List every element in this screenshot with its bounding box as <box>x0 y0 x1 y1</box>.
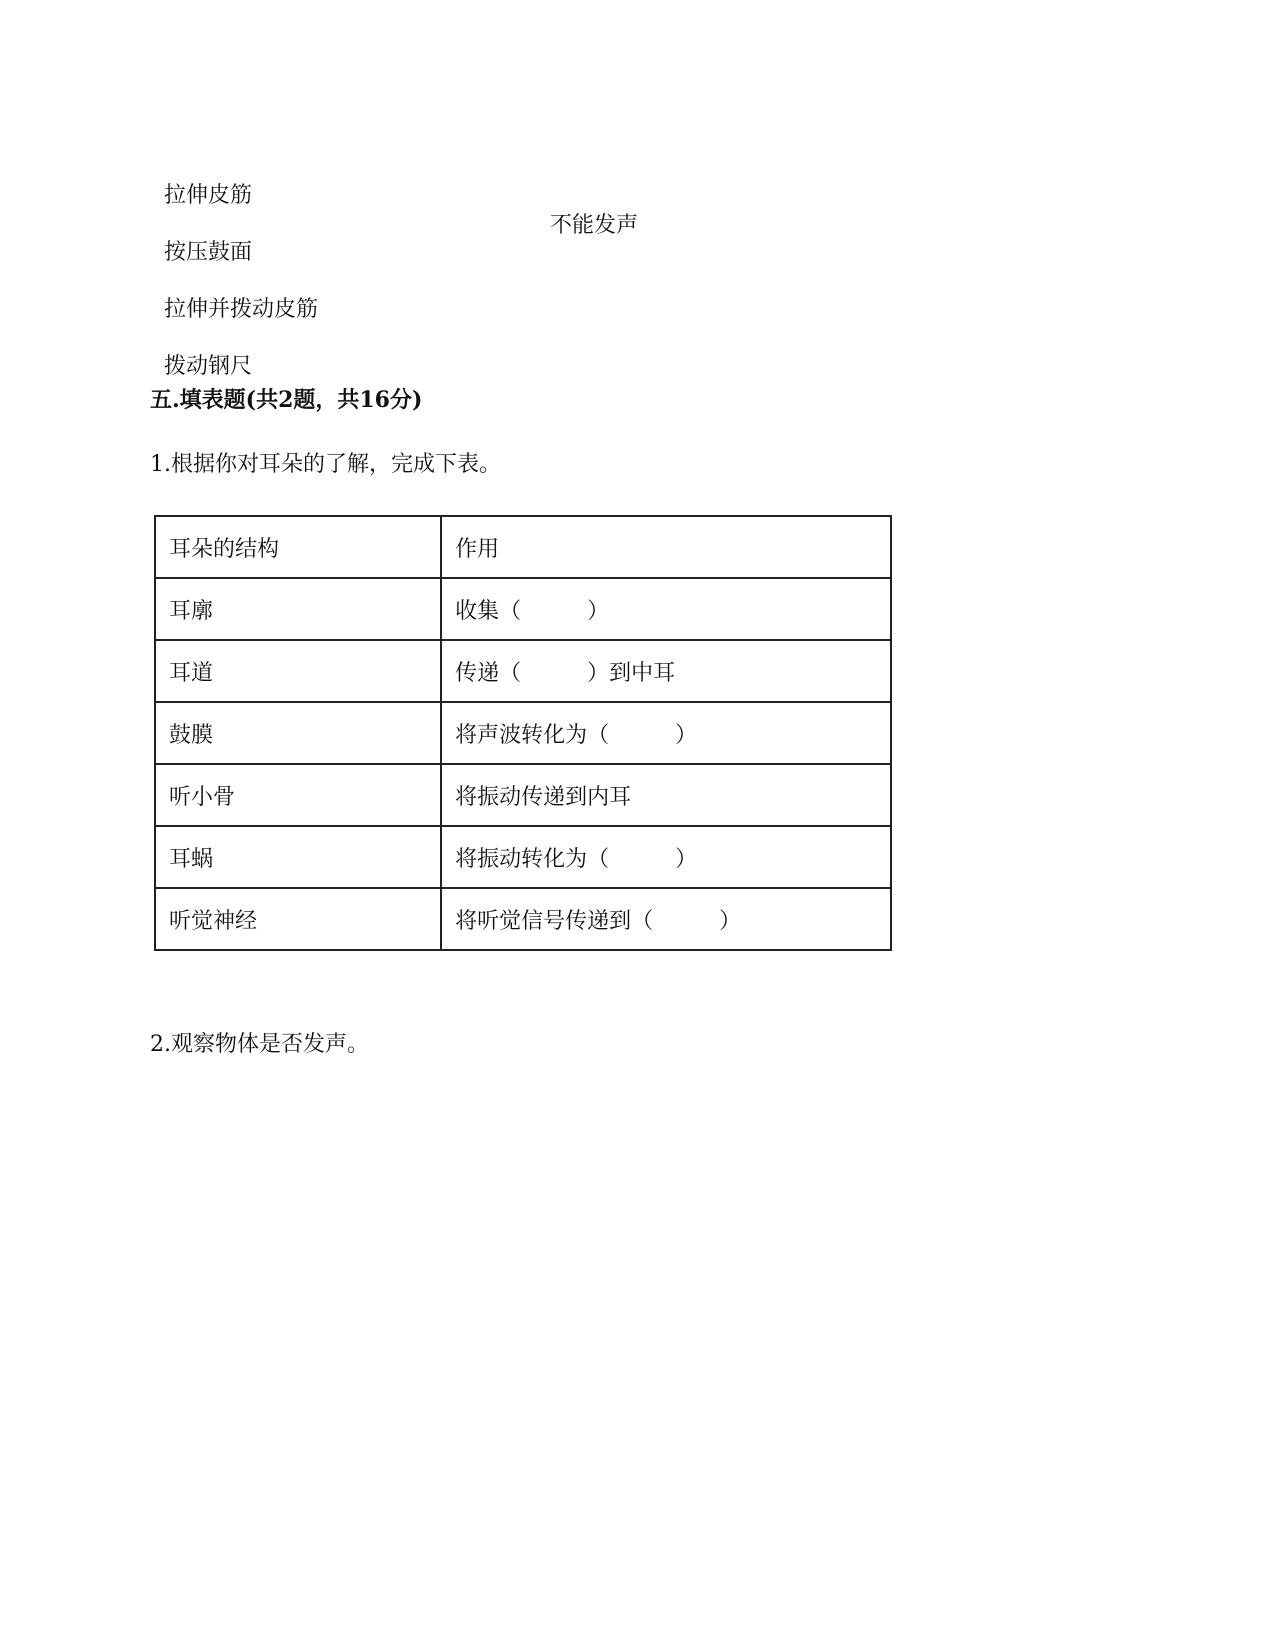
table-header-structure: 耳朵的结构 <box>155 516 441 578</box>
table-cell-function: 传递（ ）到中耳 <box>441 640 891 702</box>
prev-row-3 <box>150 265 318 325</box>
prev-row-4 <box>150 322 252 382</box>
table-row <box>155 578 891 640</box>
ear-structure-table <box>154 515 892 951</box>
prev-row-2 <box>150 208 252 268</box>
table-cell-function: 将声波转化为（ ） <box>441 702 891 764</box>
prev-row-1-action: 拉伸皮筋 <box>164 183 253 208</box>
table-row <box>155 888 891 950</box>
prev-row-2-action: 按压鼓面 <box>164 240 253 265</box>
table-cell-structure: 耳廓 <box>155 578 441 640</box>
question-2-prompt: 2.观察物体是否发声。 <box>150 1032 369 1057</box>
table-row <box>155 826 891 888</box>
table-cell-structure: 听小骨 <box>155 764 441 826</box>
table-header-function: 作用 <box>441 516 891 578</box>
table-header-row <box>155 516 891 578</box>
table-row <box>155 702 891 764</box>
prev-row-1-result: 不能发声 <box>550 213 639 238</box>
table-cell-structure: 鼓膜 <box>155 702 441 764</box>
prev-row-4-action: 拨动钢尺 <box>164 354 253 379</box>
table-cell-structure: 耳蜗 <box>155 826 441 888</box>
table-cell-function: 将听觉信号传递到（ ） <box>441 888 891 950</box>
prev-row-3-action: 拉伸并拨动皮筋 <box>164 297 319 322</box>
table-cell-structure: 听觉神经 <box>155 888 441 950</box>
table-row <box>155 640 891 702</box>
table-cell-function: 收集（ ） <box>441 578 891 640</box>
table-cell-structure: 耳道 <box>155 640 441 702</box>
section-heading: 五.填表题(共2题，共16分) <box>150 387 423 413</box>
question-1-prompt: 1.根据你对耳朵的了解，完成下表。 <box>150 452 501 477</box>
table-cell-function: 将振动转化为（ ） <box>441 826 891 888</box>
table-row <box>155 764 891 826</box>
table-cell-function: 将振动传递到内耳 <box>441 764 891 826</box>
